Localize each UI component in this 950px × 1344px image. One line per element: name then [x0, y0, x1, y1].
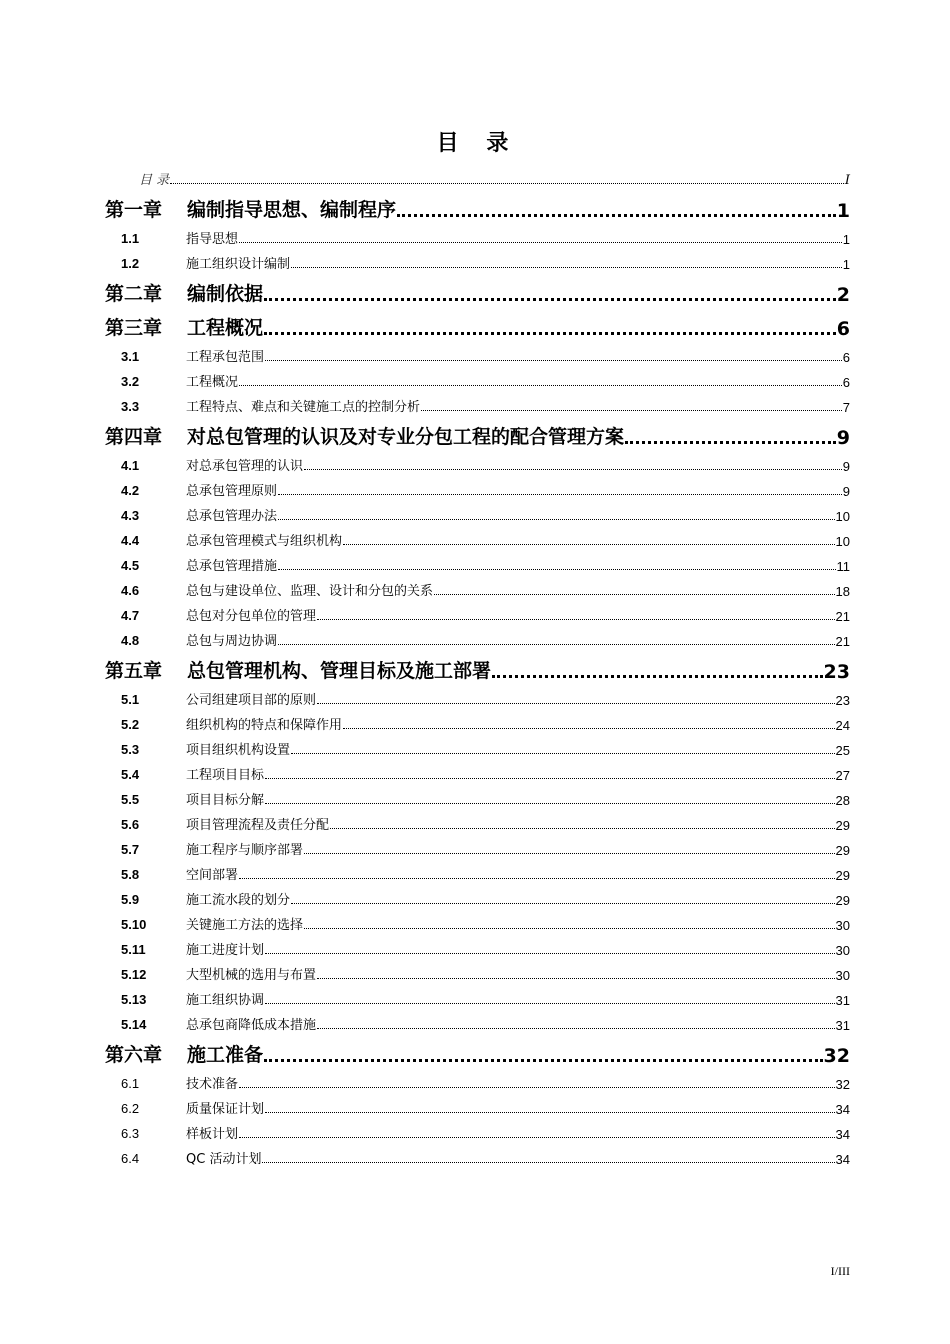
toc-section[interactable]: [105, 908, 850, 933]
section-title: 施工组织设计编制: [186, 257, 291, 272]
toc-section[interactable]: [105, 933, 850, 958]
section-page: 18: [835, 584, 850, 599]
chapter-title: 工程概况: [187, 317, 264, 339]
section-number: 5.4: [121, 767, 140, 782]
section-label: [105, 939, 264, 958]
section-number: 6.1: [121, 1076, 140, 1091]
toc-chapter[interactable]: [105, 415, 850, 449]
toc-section[interactable]: [105, 599, 850, 624]
section-label: [105, 839, 303, 858]
dot-leader: [278, 569, 835, 570]
section-page: 10: [835, 534, 850, 549]
section-title: 空间部署: [186, 868, 239, 883]
section-label: [105, 864, 238, 883]
toc-section[interactable]: [105, 733, 850, 758]
chapter-title: 编制依据: [187, 283, 264, 305]
section-label: [105, 555, 277, 574]
section-number: 5.3: [121, 742, 140, 757]
section-number: 5.7: [121, 842, 140, 857]
dot-leader: [265, 1003, 835, 1004]
section-title: 总承包管理办法: [186, 509, 278, 524]
dot-leader: [264, 1059, 823, 1062]
section-number: 4.4: [121, 533, 140, 548]
dot-leader: [291, 903, 835, 904]
dot-leader: [343, 728, 835, 729]
section-label: [105, 580, 433, 599]
toc-chapter[interactable]: [105, 272, 850, 306]
dot-leader: [239, 878, 835, 879]
toc-section[interactable]: [105, 958, 850, 983]
section-number: 4.2: [121, 483, 140, 498]
dot-leader: [317, 619, 835, 620]
section-number: 5.12: [121, 967, 147, 982]
dot-leader: [170, 183, 844, 184]
section-page: 31: [835, 993, 850, 1008]
section-page: 10: [835, 509, 850, 524]
toc-section[interactable]: [105, 1067, 850, 1092]
section-label: [105, 789, 264, 808]
dot-leader: [264, 332, 836, 335]
toc-section[interactable]: [105, 858, 850, 883]
section-title: 公司组建项目部的原则: [186, 693, 317, 708]
section-title: 总承包商降低成本措施: [186, 1018, 317, 1033]
section-page: 31: [835, 1018, 850, 1033]
chapter-label: [105, 1040, 263, 1067]
toc-section[interactable]: [105, 474, 850, 499]
table-of-contents: [105, 162, 850, 1167]
toc-chapter[interactable]: [105, 649, 850, 683]
section-number: 4.1: [121, 458, 140, 473]
section-number: 4.3: [121, 508, 140, 523]
toc-chapter[interactable]: [105, 1033, 850, 1067]
dot-leader: [625, 441, 836, 444]
toc-section[interactable]: [105, 449, 850, 474]
toc-section[interactable]: [105, 365, 850, 390]
section-title: 质量保证计划: [186, 1102, 265, 1117]
section-page: 30: [835, 943, 850, 958]
chapter-label: [105, 313, 263, 340]
section-label: [105, 689, 316, 708]
section-page: 34: [835, 1152, 850, 1167]
section-page: 9: [842, 484, 850, 499]
section-page: 9: [842, 459, 850, 474]
toc-section[interactable]: [105, 833, 850, 858]
section-label: [105, 989, 264, 1008]
section-label: [105, 371, 238, 390]
section-title: QC 活动计划: [186, 1152, 262, 1167]
toc-section[interactable]: [105, 574, 850, 599]
section-page: 23: [835, 693, 850, 708]
dot-leader: [265, 953, 835, 954]
section-title: 技术准备: [186, 1077, 239, 1092]
section-page: 6: [842, 350, 850, 365]
chapter-page: 2: [836, 284, 850, 306]
section-label: [105, 530, 342, 549]
section-title: 施工流水段的划分: [186, 893, 291, 908]
section-label: [105, 228, 238, 247]
section-page: 30: [835, 918, 850, 933]
toc-section[interactable]: [105, 1117, 850, 1142]
chapter-number: 第六章: [105, 1044, 163, 1066]
chapter-label: [105, 422, 624, 449]
section-number: 5.11: [121, 942, 146, 957]
section-number: 5.13: [121, 992, 147, 1007]
section-number: 5.2: [121, 717, 140, 732]
dot-leader: [291, 753, 835, 754]
section-number: 5.6: [121, 817, 140, 832]
chapter-number: 第二章: [105, 283, 163, 305]
section-page: 34: [835, 1127, 850, 1142]
section-page: 24: [835, 718, 850, 733]
dot-leader: [434, 594, 835, 595]
chapter-label: [105, 279, 263, 306]
section-number: 4.7: [121, 608, 140, 623]
dot-leader: [278, 519, 835, 520]
toc-chapter[interactable]: [105, 306, 850, 340]
toc-section[interactable]: [105, 983, 850, 1008]
section-label: [105, 630, 277, 649]
chapter-page: 9: [836, 427, 850, 449]
section-number: 6.4: [121, 1151, 140, 1166]
dot-leader: [304, 928, 835, 929]
section-page: 21: [835, 634, 850, 649]
dot-leader: [317, 978, 835, 979]
toc-section[interactable]: [105, 390, 850, 415]
dot-leader: [239, 385, 842, 386]
section-label: [105, 480, 277, 499]
dot-leader: [239, 1087, 835, 1088]
toc-section[interactable]: [105, 1092, 850, 1117]
chapter-number: 第四章: [105, 426, 163, 448]
toc-section[interactable]: [105, 1008, 850, 1033]
dot-leader: [262, 1162, 834, 1163]
chapter-number: 第一章: [105, 199, 163, 221]
toc-section[interactable]: [105, 549, 850, 574]
toc-section[interactable]: [105, 524, 850, 549]
section-label: [105, 396, 420, 415]
section-number: 5.14: [121, 1017, 147, 1032]
section-page: 34: [835, 1102, 850, 1117]
section-title: 项目目标分解: [186, 793, 265, 808]
section-page: 27: [835, 768, 850, 783]
chapter-page: 23: [823, 661, 850, 683]
toc-section[interactable]: [105, 783, 850, 808]
section-number: 3.2: [121, 374, 140, 389]
section-label: [105, 1014, 316, 1033]
chapter-title: 对总包管理的认识及对专业分包工程的配合管理方案: [187, 426, 625, 448]
section-title: 大型机械的选用与布置: [186, 968, 317, 983]
section-title: 项目管理流程及责任分配: [186, 818, 330, 833]
toc-entry-label: 目 录: [139, 173, 170, 188]
section-page: 11: [836, 559, 850, 574]
section-title: 工程承包范围: [186, 350, 265, 365]
dot-leader: [304, 469, 842, 470]
dot-leader: [492, 675, 823, 678]
dot-leader: [343, 544, 835, 545]
document-page: [105, 0, 850, 1344]
section-label: [105, 739, 290, 758]
section-page: 29: [835, 868, 850, 883]
section-label: [105, 1123, 238, 1142]
chapter-page: 6: [836, 318, 850, 340]
section-label: [105, 914, 303, 933]
section-title: 总承包管理措施: [186, 559, 278, 574]
section-title: 关键施工方法的选择: [186, 918, 304, 933]
toc-section[interactable]: [105, 247, 850, 272]
toc-section[interactable]: [105, 1142, 850, 1167]
section-page: 6: [842, 375, 850, 390]
toc-section[interactable]: [105, 340, 850, 365]
section-title: 工程特点、难点和关键施工点的控制分析: [186, 400, 421, 415]
section-title: 施工程序与顺序部署: [186, 843, 304, 858]
dot-leader: [278, 644, 835, 645]
toc-section[interactable]: [105, 683, 850, 708]
chapter-title: 施工准备: [187, 1044, 264, 1066]
section-page: 32: [835, 1077, 850, 1092]
toc-entry-self[interactable]: [105, 162, 850, 188]
section-label: [105, 1148, 261, 1167]
section-title: 总包与建设单位、监理、设计和分包的关系: [186, 584, 434, 599]
section-number: 5.10: [121, 917, 147, 932]
section-title: 总包与周边协调: [186, 634, 278, 649]
section-label: [105, 889, 290, 908]
section-title: 总承包管理模式与组织机构: [186, 534, 343, 549]
section-page: 29: [835, 818, 850, 833]
section-number: 3.3: [121, 399, 140, 414]
section-page: 1: [842, 232, 850, 247]
section-title: 组织机构的特点和保障作用: [186, 718, 343, 733]
page-footer-indicator: I/III: [830, 1264, 850, 1278]
section-label: [105, 814, 329, 833]
section-number: 4.6: [121, 583, 140, 598]
dot-leader: [265, 1112, 835, 1113]
chapter-title: 编制指导思想、编制程序: [187, 199, 397, 221]
section-label: [105, 1098, 264, 1117]
dot-leader: [239, 242, 842, 243]
section-number: 1.1: [121, 231, 140, 246]
dot-leader: [304, 853, 835, 854]
section-title: 项目组织机构设置: [186, 743, 291, 758]
section-title: 工程概况: [186, 375, 239, 390]
section-page: 7: [842, 400, 850, 415]
chapter-number: 第三章: [105, 317, 163, 339]
section-number: 3.1: [121, 349, 140, 364]
section-title: 工程项目目标: [186, 768, 265, 783]
toc-section[interactable]: [105, 222, 850, 247]
chapter-page: 32: [823, 1045, 850, 1067]
toc-section[interactable]: [105, 883, 850, 908]
section-title: 总包对分包单位的管理: [186, 609, 317, 624]
chapter-number: 第五章: [105, 660, 163, 682]
dot-leader: [265, 360, 842, 361]
toc-section[interactable]: [105, 708, 850, 733]
dot-leader: [265, 778, 835, 779]
section-number: 5.1: [121, 692, 140, 707]
section-page: 29: [835, 843, 850, 858]
page-title: 目 录: [436, 130, 519, 156]
section-title: 样板计划: [186, 1127, 239, 1142]
section-number: 4.5: [121, 558, 140, 573]
toc-section[interactable]: [105, 624, 850, 649]
section-title: 对总承包管理的认识: [186, 459, 304, 474]
dot-leader: [291, 267, 842, 268]
toc-chapter[interactable]: [105, 188, 850, 222]
section-label: [105, 253, 290, 272]
toc-section[interactable]: [105, 808, 850, 833]
chapter-title: 总包管理机构、管理目标及施工部署: [187, 660, 492, 682]
section-page: 1: [842, 257, 850, 272]
dot-leader: [317, 703, 835, 704]
dot-leader: [397, 214, 836, 217]
section-number: 1.2: [121, 256, 140, 271]
toc-section[interactable]: [105, 499, 850, 524]
section-number: 5.9: [121, 892, 140, 907]
section-label: [105, 346, 264, 365]
section-number: 6.3: [121, 1126, 140, 1141]
section-label: [105, 455, 303, 474]
section-number: 5.8: [121, 867, 140, 882]
chapter-page: 1: [836, 200, 850, 222]
section-label: [105, 505, 277, 524]
dot-leader: [330, 828, 835, 829]
section-number: 6.2: [121, 1101, 140, 1116]
section-page: 25: [835, 743, 850, 758]
section-page: 21: [835, 609, 850, 624]
section-page: 29: [835, 893, 850, 908]
section-title: 指导思想: [186, 232, 239, 247]
section-page: 28: [835, 793, 850, 808]
section-page: 30: [835, 968, 850, 983]
dot-leader: [317, 1028, 835, 1029]
section-number: 5.5: [121, 792, 140, 807]
section-label: [105, 605, 316, 624]
chapter-label: [105, 195, 396, 222]
dot-leader: [278, 494, 842, 495]
section-label: [105, 714, 342, 733]
dot-leader: [421, 410, 842, 411]
section-label: [105, 764, 264, 783]
section-label: [105, 1073, 238, 1092]
section-label: [105, 964, 316, 983]
section-number: 4.8: [121, 633, 140, 648]
dot-leader: [265, 803, 835, 804]
section-title: 总承包管理原则: [186, 484, 278, 499]
chapter-label: [105, 656, 491, 683]
dot-leader: [264, 298, 836, 301]
dot-leader: [239, 1137, 835, 1138]
toc-section[interactable]: [105, 758, 850, 783]
toc-entry-page: I: [844, 173, 850, 188]
section-title: 施工组织协调: [186, 993, 265, 1008]
section-title: 施工进度计划: [186, 943, 265, 958]
